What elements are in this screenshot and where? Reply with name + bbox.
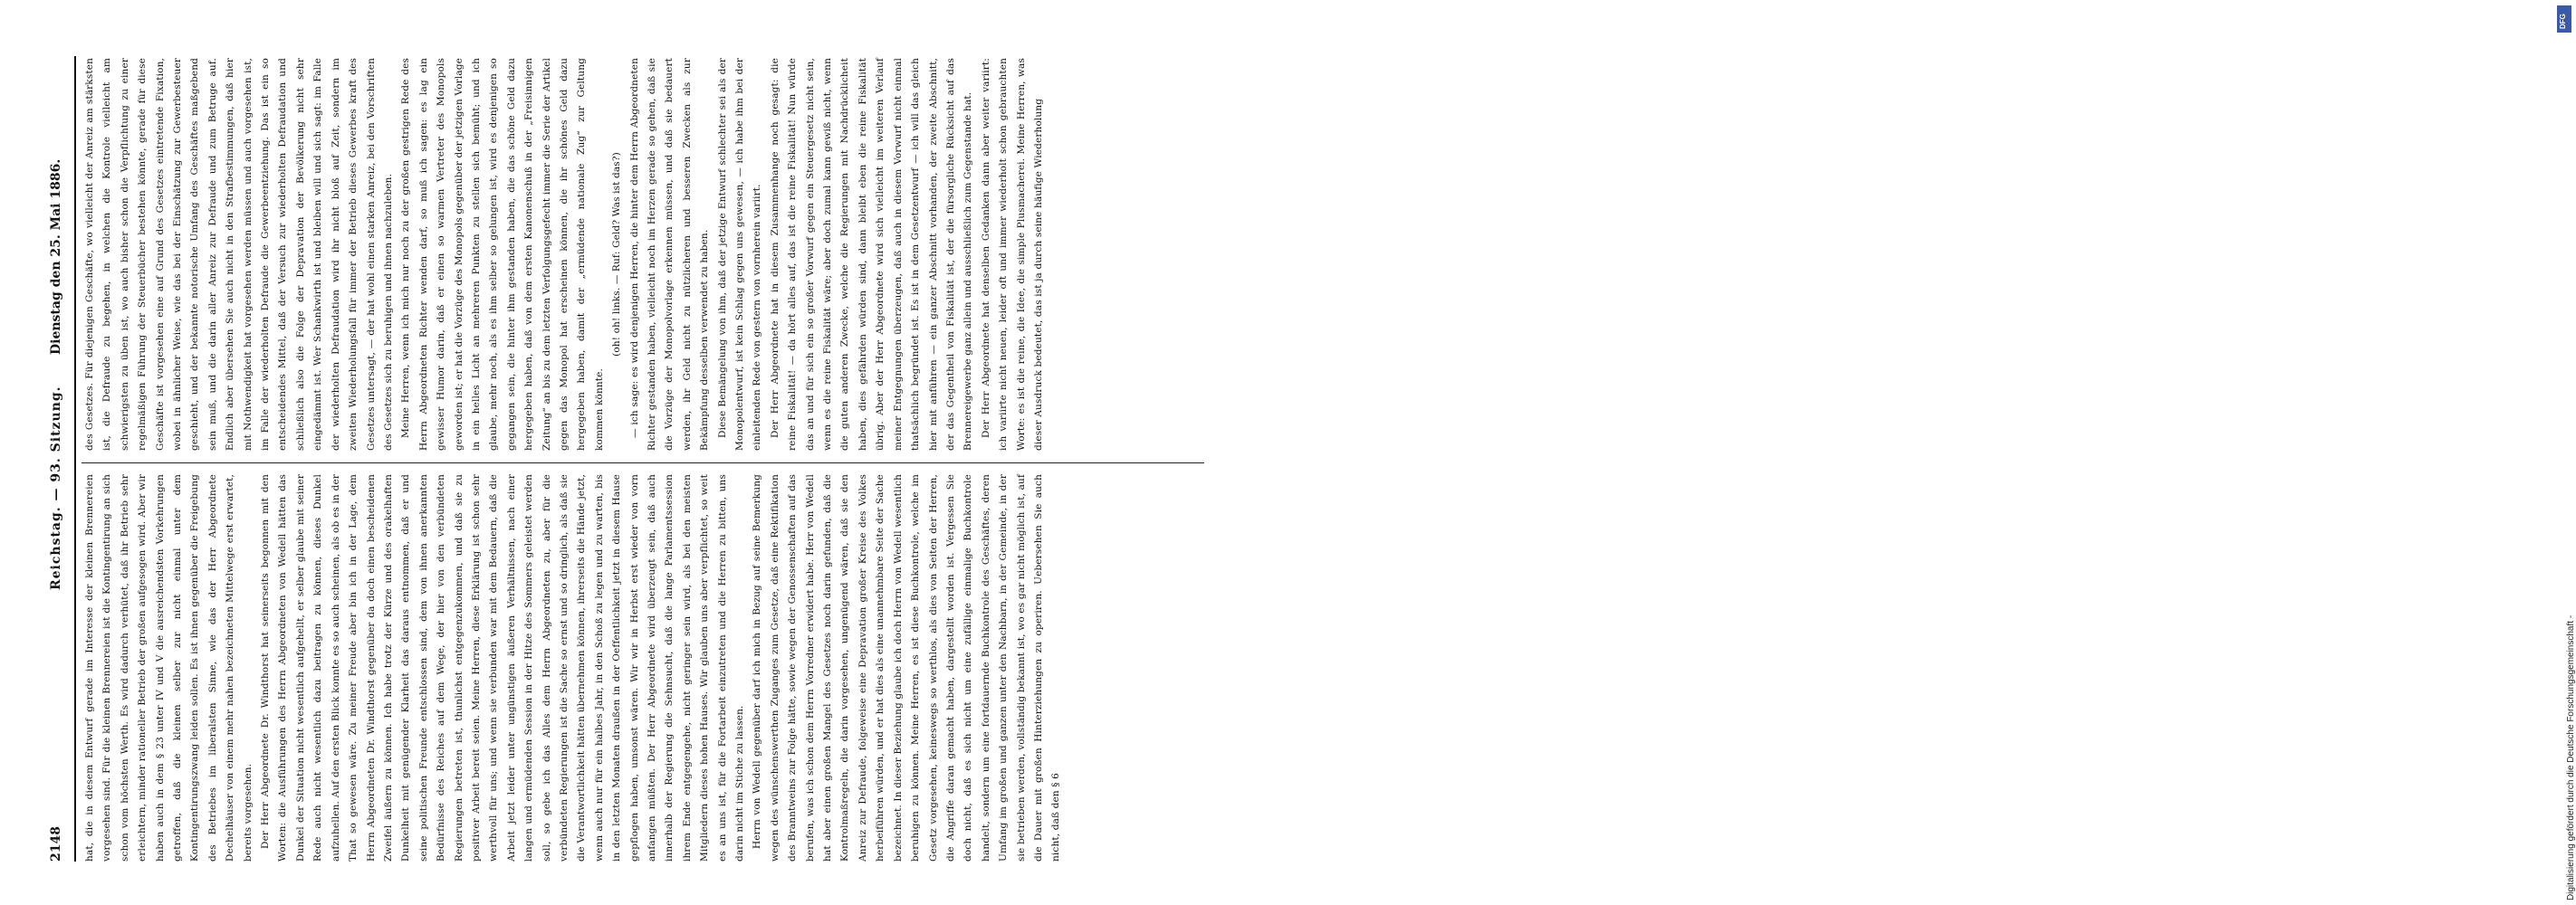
paragraph: Herrn von Wedell gegenüber darf ich mich in Bezug auf seine Bemerkung wegen des wünschenswerthen Zuganges zum Gesetze, daß eine Rektifikation des Branntweins zur Folge hätte, sowie wegen der Genossenschaften auf das berufen, was ich schon dem Herrn Vorredner erwidert habe. Herr von Wedell hat aber einen großen Mangel des Gesetzes noch darin gefunden, daß die Kontrolmaßregeln, die darin vorgesehen, ungenügend wären, daß sie den Anreiz zur Defraude, folgeweise eine Depravation großer Kreise des Volkes herbeiführen würden, und er hat dies als eine unannehmbare Seite der Sache bezeichnet. In dieser Beziehung glaube ich doch Herrn von Wedell wesentlich beruhigen zu können. Meine Herren, es ist diese Buchkontrole, welche im Gesetz vorgesehen, keineswegs so werthlos, als dies von Seiten der Herren, die Angriffe daran gemacht haben, dargestellt worden ist. Vergessen Sie doch nicht, daß es sich nicht um eine zufällige einmalige Buchkontrole handelt, sondern um eine fortdauernde Buchkontrole des Geschäftes, deren Umfang im großen und ganzen unter den Nachbarn, in der Gemeinde, in der sie betrieben werden, vollständig bekannt ist, wo es gar nicht möglich ist, auf die Dauer mit großen Hinterziehungen zu operiren. Uebersehen Sie auch nicht, daß den § 6 — [752, 474, 1062, 862]
right-column — [81, 58, 1204, 451]
interjection: (oh! oh! links. — Ruf: Geld? Was ist das?) — [611, 152, 623, 357]
left-column — [81, 474, 1204, 862]
paragraph: des Gesetzes. Für diejenigen Geschäfte, wo vielleicht der Anreiz am stärksten ist, die Defraude zu begehen, in welchen die Kontrole vielleicht am schwierigsten zu üben ist, wo auch bisher schon die Verpflichtung zu einer regelmäßigen Führung der Steuerbücher bestehen könnte, gerade für diese Geschäfte ist vorgesehen eine auf Grund des Gesetzes eintretende Fixation, wobei in ähnlicher Weise, wie das bei der Einschätzung zur Gewerbesteuer geschieht, und der bekannte notorische Umfang des Geschäftes maßgebend sein muß, und die darin aller Anreiz zur Defraude und zum Betruge auf. Endlich aber übersehen Sie auch nicht in den Strafbestimmungen, daß hier mit Nothwendigkeit hat vorgesehen werden müssen und auch vorgesehen ist, im Falle der wiederholten Defraude die Gewerbeentziehung. Das ist ein so entscheidendes Mittel, daß der Versuch zur wiederholten Defraudation und schließlich also die Folge der Depravation der Bevölkerung nicht sehr eingedämmt ist. Wer Schankwirth ist und bleiben will und sich sagt: im Falle der wiederholten Defraudation wird ihr nicht bloß auf Zeit, sondern im zweiten Wiederholungsfall für immer der Betrieb dieses Gewerbes kraft des Gesetzes untersagt, — der hat wohl einen starken Anreiz, bei den Vorschriften des Gesetzes sich zu beruhigen und ihnen nachzuleben. — [84, 58, 394, 451]
column-divider — [81, 462, 1204, 463]
dfg-credit-text: Digitalisierung gefördert durch die Deutsche Forschungsgemeinschaft - — [2566, 614, 2576, 900]
paragraph: Der Herr Abgeordnete Dr. Windthorst hat seinerseits begonnen mit den Worten: die Ausführungen des Herrn Abgeordneten von Wedell hätten das Dunkel der Situation nicht wesentlich aufgehellt, er selber glaube mit seiner Rede auch nicht wesentlich dazu beitragen zu können, dieses Dunkel aufzuhellen. Auf den ersten Blick konnte es so auch scheinen, als ob es in der That so gewesen wäre. Zu meiner Freude aber bin ich in der Lage, dem Herrn Abgeordneten Dr. Windthorst gegenüber da doch einen bescheidenen Zweifel äußern zu können. Ich habe trotz der Kürze und des orakelhaften Dunkelheit mit genügender Klarheit das daraus entnommen, daß er und seine politischen Freunde entschlossen sind, dem von ihnen anerkannten Bedürfnisse des Reiches auf dem Wege, der hier von den verbündeten Regierungen betreten ist, thunlichst entgegenzukommen, und daß sie zu positiver Arbeit bereit seien. Meine Herren, diese Erklärung ist schon sehr werthvoll für uns; und wenn sie verbunden war mit dem Bedauern, daß die Arbeit jetzt leider unter ungünstigen äußeren Verhältnissen, nach einer langen und ermüdenden Session in der Hitze des Sommers geleistet werden soll, so gebe ich das Alles dem Herrn Abgeordneten zu, aber für die verbündeten Regierungen ist die Sache so ernst und so dringlich, als daß sie die Verantwortlichkeit hätten übernehmen können, ihrerseits die Hände jetzt, wenn auch nur für ein halbes Jahr, in den Schoß zu legen und zu warten, bis in den letzten Monaten draußen in der Oeffentlichkeit jetzt in diesem Hause gepflogen haben, umsonst wären. Wir wir in Herbst erst wieder von vorn anfangen müßten. Der Herr Abgeordnete wird überzeugt sein, daß auch innerhalb der Regierung die Sehnsucht, daß die lange Parlamentssession ihrem Ende entgegengehe, nicht geringer sein wird, als bei den meisten Mitgliedern dieses hohen Hauses. Wir glauben uns aber verpflichtet, so weit es an uns ist, für die Fortarbeit einzutreten und die Herren zu bitten, uns darin nicht im Stiche zu lassen. — [260, 474, 746, 862]
paragraph: Der Herr Abgeordnete hat in diesem Zusammenhange noch gesagt: die reine Fiskalität! — da hört alles auf, das ist die reine Fiskalität! Nun würde das an und für sich ein so großer Vorwurf gegen ein Steuergesetz nicht sein, wenn es die reine Fiskalität wäre; aber doch zumal kann gewiß nicht, wenn die guten anderen Zwecke, welche die Regierungen mit Nachdrücklicheit haben, dies gefährden würden sind, dann bleibt eben die reine Fiskalität übrig. Aber der Herr Abgeordnete wird sich vielleicht im weiteren Verlauf meiner Entgegnungen überzeugen, daß auch in diesem Vorwurf nicht einmal thatsächlich begründet ist. Es ist in dem Gesetzentwurf — ich will das gleich hier mit anführen — ein ganzer Abschnitt vorhanden, der zweite Abschnitt, der das Gegentheil von Fiskalität ist, der die fürsorgliche Rücksicht auf das Brennereigewerbe ganz allein und ausschließlich zum Gegenstande hat. — [769, 58, 974, 451]
page-header — [45, 56, 76, 862]
paragraph: hat, die in diesem Entwurf gerade im Interesse der kleinen Brennereien vorgesehen sind. Für die kleinen Brennereien ist die Kontingentirung an sich schon vom höchsten Werth. Es wird dadurch verhütet, daß ihr Betrieb sehr erleichtern, minder rationeller Betrieb der großen aufgesogen wird. Aber wir haben auch in dem § 23 unter IV und V die ausreichendsten Vorkehrungen getroffen, daß die kleinen selber zur nicht einmal unter dem Kontingentirungszwang leiden sollen. Es ist ihnen gegenüber die Freigebung des Betriebes im liberalsten Sinne, wie das der Herr Abgeordnete Dechelhäuser von einem mehr nahen bezeichneten Mittelwege erst erwartet, bereits vorgesehen. — [84, 474, 254, 862]
paragraph: Diese Bemängelung von ihm, daß der jetzige Entwurf schlechter sei als der Monopolentwurf, ist kein Schlag gegen uns gewesen, — ich habe ihm bei der einleitenden Rede von gestern von vornherein variirt. — [716, 58, 763, 451]
rotated-document — [45, 56, 1213, 862]
page-number: 2148 — [49, 826, 63, 862]
dfg-credit-strip — [1277, 0, 2576, 905]
dfg-logo — [2557, 5, 2571, 33]
paragraph: — ich sage: es wird denjenigen Herren, die hinter dem Herrn Abgeordneten Richter gestanden haben, vielleicht noch im Herzen gerade so gehen, daß sie die Vorzüge der Monopolvorlage erkennen müssen, und daß sie bedauert werden, ihr Geld nicht zu nützlicheren und besseren Zwecken als zur Bekämpfung desselben verwendet zu haben. — [628, 58, 711, 451]
dfg-logo-text: DFG — [2559, 14, 2567, 29]
session-title: Reichstag. — 93. Sitzung. — [49, 386, 63, 590]
paragraph: Der Herr Abgeordnete hat denselben Gedanken dann aber weiter variirt: ich variirte nicht neuen, leider oft und immer wiederholt schon gebrauchten Worte: es ist die reine, die Idee, die simple Plusmacherei. Meine Herren, was dieser Ausdruck bedeutet, das ist ja durch seine häufige Wiederholung — [980, 58, 1044, 451]
header-rule — [74, 56, 76, 862]
session-date: Dienstag den 25. Mai 1886. — [49, 158, 63, 355]
paragraph: Meine Herren, wenn ich mich nur noch zu der großen gestrigen Rede des Herrn Abgeordneten Richter wenden darf, so muß ich sagen: es lag ein gewisser Humor darin, daß er einen so warmen Vertreter des Monopols geworden ist; er hat die Vorzüge des Monopols gegenüber der jetzigen Vorlage in ein helles Licht an mehreren Punkten zu stellen sich bemüht; und ich glaube, mehr noch, als es ihm selber so gelungen ist, wird es denjenigen so gegangen sein, die hinter ihm gestanden haben, die das schöne Geld dazu hergegeben haben, daß von dem ersten Kanonenschuß in der „Freisinnigen Zeitung“ an bis zu dem letzten Verfolgungsgefecht immer die Serie der Artikel gegen das Monopol hat erscheinen können, die ihr schönes Geld dazu hergegeben haben, damit der „ermüdende nationale Zug“ zur Geltung kommen könnte. — [400, 58, 605, 451]
